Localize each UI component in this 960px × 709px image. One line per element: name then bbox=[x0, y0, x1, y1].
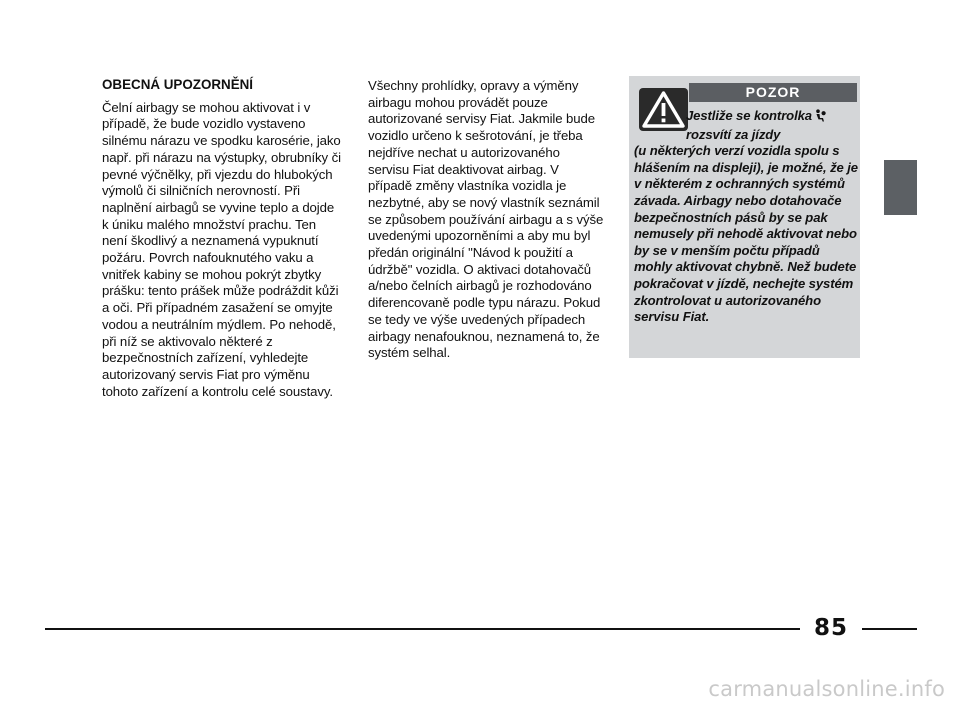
footer-rule-right bbox=[862, 628, 917, 630]
chapter-tab bbox=[884, 160, 917, 215]
page-number: 85 bbox=[813, 615, 848, 641]
middle-column bbox=[368, 78, 604, 362]
warning-text bbox=[634, 108, 858, 326]
left-column bbox=[102, 77, 342, 400]
warning-line-2: rozsvítí za jízdy bbox=[686, 126, 781, 142]
watermark: carmanualsonline.info bbox=[708, 677, 945, 701]
warning-label: POZOR bbox=[689, 83, 857, 102]
section-heading: OBECNÁ UPOZORNĚNÍ bbox=[102, 77, 254, 92]
warning-body: (u některých verzí vozidla spolu s hlášením na displeji), je možné, že je v některém z ochranných systémů závada. Airbagy nebo dotahovače bezpečnostních pásů by se pak nemusely při nehodě aktivovat nebo by se v menším počtu případů mohly aktivovat chybně. Než budete pokračovat v jízdě, nechejte systém zkontrolovat u autorizovaného servisu Fiat. bbox=[634, 143, 858, 325]
left-column-paragraph: Čelní airbagy se mohou aktivovat i v případě, že bude vozidlo vystaveno silnému nárazu ve spodku karosérie, jako např. při nárazu na výstupky, obrubníky či pevné výčnělky, při vjezdu do hlubokých výmolů či silničních nerovností. Při naplnění airbagů se vyvine teplo a dojde k úniku malého množství prachu. Ten není škodlivý a neznamená vypuknutí požáru. Povrch nafouknutého vaku a vnitřek kabiny se mohou pokrýt zbytky prášku: tento prášek může podráždit kůži a oči. Při případném zasažení se omyjte vodou a neutrálním mýdlem. Po nehodě, při níž se aktivovalo některé z bezpečnostních zařízení, vyhledejte autorizovaný servis Fiat pro výměnu tohoto zařízení a kontrolu celé soustavy. bbox=[102, 99, 341, 399]
airbag-warning-icon bbox=[814, 109, 826, 127]
warning-line-1: Jestliže se kontrolka bbox=[634, 108, 858, 127]
warning-box bbox=[629, 76, 860, 358]
middle-column-paragraph: Všechny prohlídky, opravy a výměny airbagu mohou provádět pouze autorizované servisy Fiat. Jakmile bude vozidlo určeno k sešrotování, je třeba nejdříve nechat u autorizovaného servisu Fiat deaktivovat airbag. V případě změny vlastníka vozidla je nezbytné, aby se nový vlastník seznámil se způsobem používání airbagu a s výše uvedenými upozorněními a aby mu byl předán originální "Návod k použití a údržbě" vozidla. O aktivaci dotahovačů a/nebo čelních airbagů je rozhodováno diferencovaně podle typu nárazu. Pokud se tedy ve výše uvedených případech airbagy nenafouknou, neznamená to, že systém selhal. bbox=[368, 78, 604, 361]
footer-rule-left bbox=[45, 628, 800, 630]
